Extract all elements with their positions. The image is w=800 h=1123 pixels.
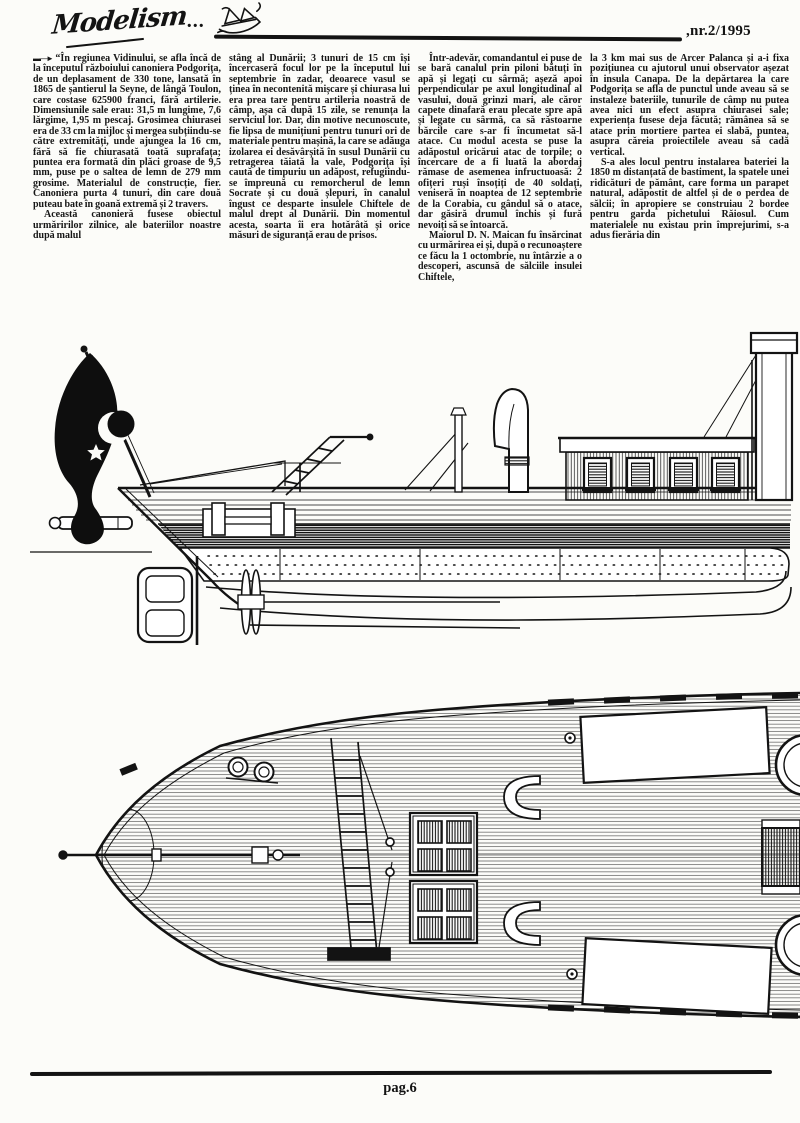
louvered-window bbox=[668, 458, 699, 492]
louvered-window bbox=[582, 458, 613, 492]
article-column-1 bbox=[33, 54, 221, 283]
lead-arrow-icon: ▬―► bbox=[33, 54, 53, 63]
article-paragraph: Într-adevăr, comandantul ei puse de se bară canalul prin piloni bătuți în apă și legați cu sârmă; așeză apoi perpendicular pe axul longitudinal al vasului, două grinzi mari, ale căror capete dinafară erau plecate spre apă și legate cu sârmă, ca să răstoarne bărcile care s-ar fi încumetat să-l atace. Cu modul acesta se puse la adăpostul oricărui atac de torpile; o încercare de a fi luată la abordaj rămase de asemenea infructuoasă: 2 ofițeri ruși însoțiți de 40 soldați, veniseră în noaptea de 12 septembrie de la Corabia, cu gândul să o atace, dar găsiră drumul închis și fură nevoiți să se întoarcă. bbox=[418, 53, 582, 231]
cowl-ventilator bbox=[494, 389, 529, 492]
article-paragraph: S-a ales locul pentru instalarea bateriei la 1850 m distanțată de bastiment, la spatele unei ridicături de pământ, care forma un parapet natural, adăpostit de altfel și de o perdea de sălcii; în apropiere se construiau 2 bordee pentru garda pichetului Răiosul. Cum materialele nu existau prin împrejurimi, s-a adus fierăria din bbox=[590, 157, 789, 241]
article-text bbox=[33, 54, 789, 283]
magazine-logo bbox=[50, 1, 267, 46]
article-paragraph: Maiorul D. N. Maican fu însărcinat cu urmărirea ei și, după o recunoaștere ce făcu la 1 octombrie, nu întârzie a o descoperi, ascunsă de sălciile insulei Chiftele, bbox=[418, 229, 582, 283]
funnel bbox=[704, 333, 797, 500]
skeg-line bbox=[250, 625, 520, 628]
crescent-icon bbox=[98, 412, 130, 444]
issue-number: ,nr.2/1995 bbox=[686, 23, 751, 39]
rudder bbox=[138, 556, 197, 645]
stern-awning-rail bbox=[140, 461, 285, 486]
star-icon bbox=[87, 444, 105, 461]
davit-frame bbox=[272, 431, 468, 495]
article-column-4 bbox=[590, 54, 789, 283]
hull-side bbox=[118, 488, 791, 620]
louvered-window bbox=[625, 458, 656, 492]
cowl-plan bbox=[504, 776, 540, 945]
ship-sketch-icon bbox=[213, 1, 269, 45]
deckhouse bbox=[558, 438, 756, 500]
armor-belt bbox=[208, 549, 784, 580]
bulwark-cleats bbox=[119, 692, 798, 1018]
ottoman-flag bbox=[55, 353, 135, 544]
deck-planking bbox=[90, 690, 800, 1045]
funnel-top-plan bbox=[776, 735, 800, 975]
article-paragraph: stâng al Dunării; 3 tunuri de 15 cm își încercaseră focul lor pe la începutul lui septembrie în zadar, deoarece vasul se ținea în necontenită mișcare și chiurasa lui era prea tare pentru artileria noastră de câmp, așa că după 15 zile, se renunța la serviciul lor. Dar, din motive necunoscute, fie lipsa de munițiuni pentru tunuri ori de materiale pentru mașină, la care se adăuga izolarea ei desăvârșită în susul Dunării cu retragerea tăiată la vale, Podgorița își caută de timpuriu un adăpost, refugiindu-se împreună cu remorcherul de lemn Socrate și cu două șlepuri, în canalul îngust ce desparte insulele Chiftele de malul drept al Dunării. Din momentul acesta, soarta îi era hotărâtă și orice măsuri de siguranță erau de prisos. bbox=[229, 53, 410, 241]
stern-flagpole bbox=[81, 346, 155, 498]
logo-underline-flourish bbox=[66, 38, 144, 48]
tiller-shaft bbox=[59, 847, 300, 863]
fairlead bbox=[119, 763, 137, 776]
logo-ellipsis: ... bbox=[186, 10, 205, 32]
article-paragraph: Această canonieră fusese obiectul urmăririlor zilnice, ale bateriilor noastre după malul bbox=[33, 209, 221, 241]
skylight-gratings bbox=[410, 813, 477, 943]
article-column-2 bbox=[229, 54, 410, 283]
article-paragraph: ▬―► “În regiunea Vidinului, se afla încă de la începutul războiului canoniera Podgorița, de un deplasament de 330 tone, lansată în 1865 de șantierul la Seyne, de lângă Toulon, care costase 625900 franci, fără artilerie. Dimensiunile sale erau: 31,5 m lungime, 7,6 lărgime, 1,95 m pescaj. Grosimea chiurasei era de 33 cm la mijloc și mergea subțiindu-se către extremități, unde ajungea la 16 cm, fără să fie chiurasată toată suprafața; puntea era formată din plăci groase de 9,5 mm, puse pe o saltea de lemn de 279 mm grosime. Materialul de construcție, fier. Canoniera purta 4 tunuri, din care două puteau bate în goană extremă și 2 travers. bbox=[33, 53, 221, 210]
stern-spar bbox=[50, 517, 133, 529]
ships-boat bbox=[565, 707, 772, 1014]
figure-deck-plan bbox=[0, 690, 800, 1045]
plan-hull-outline bbox=[96, 693, 800, 1017]
steam-pipe bbox=[451, 408, 466, 492]
magazine-logo-text: Modelism bbox=[50, 1, 189, 41]
article-column-3 bbox=[418, 54, 582, 283]
propeller bbox=[238, 570, 520, 634]
figure-side-view bbox=[0, 325, 800, 665]
footer-rule bbox=[30, 1070, 772, 1075]
steering-gear bbox=[203, 503, 295, 537]
engine-grating bbox=[762, 820, 800, 894]
vent-rings bbox=[226, 758, 278, 784]
page-number: pag.6 bbox=[383, 1080, 417, 1096]
masthead-rule bbox=[214, 35, 682, 42]
awning-frame-plan bbox=[328, 738, 394, 960]
louvered-window bbox=[710, 458, 741, 492]
article-paragraph: la 3 km mai sus de Arcer Palanca și a-i fixa pozițiunea cu ajutorul unui observator așezat în insula Canapa. De la depărtarea la care Podgorița se afla de punctul unde aveau să se instaleze bateriile, tunurile de câmp nu putea avea nici un efect asupra chiurasei sale; experiența fusese deja făcută; rămânea să se atace prin mortiere partea ei slabă, puntea, asupra căreia proiectilele aveau să cadă vertical. bbox=[590, 53, 789, 158]
